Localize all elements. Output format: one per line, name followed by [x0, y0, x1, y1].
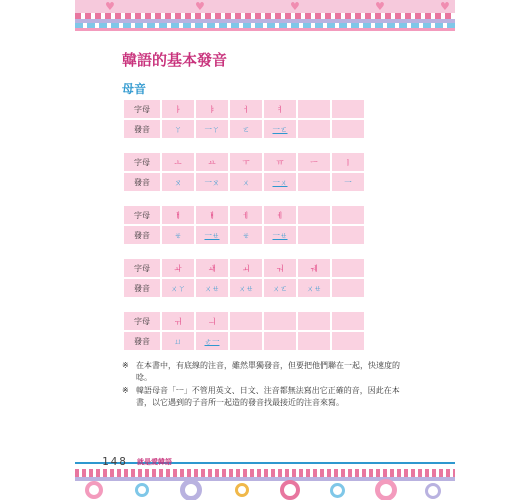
sound-cell: 一ㄨ: [264, 173, 296, 191]
note-item: [122, 360, 402, 384]
circle-decoration: [425, 483, 441, 499]
sound-cell: [264, 332, 296, 350]
vowel-table: [122, 98, 366, 140]
sound-row: [124, 226, 364, 244]
row-header-letters: 字母: [124, 206, 160, 224]
sound-cell: [332, 120, 364, 138]
letter-cell: ㅑ: [196, 100, 228, 118]
letter-cell: [298, 206, 330, 224]
row-header-letters: 字母: [124, 100, 160, 118]
letter-cell: ㅓ: [230, 100, 262, 118]
heart-icon: ♥: [375, 0, 385, 13]
letter-cell: [332, 259, 364, 277]
letter-cell: ㅙ: [196, 259, 228, 277]
sound-cell: ㄡ: [162, 173, 194, 191]
sound-cell: ㄚ: [162, 120, 194, 138]
letter-cell: ㅠ: [264, 153, 296, 171]
sound-cell: [332, 226, 364, 244]
letter-cell: ㅗ: [162, 153, 194, 171]
letter-cell: ㅝ: [264, 259, 296, 277]
letter-cell: [230, 312, 262, 330]
letter-cell: ㅛ: [196, 153, 228, 171]
sound-cell: ㄨㄚ: [162, 279, 194, 297]
sound-cell: ㄨㄝ: [298, 279, 330, 297]
sound-cell: ㄛ: [230, 120, 262, 138]
letters-row: [124, 206, 364, 224]
sound-cell: 一ㄚ: [196, 120, 228, 138]
letter-cell: ㅞ: [298, 259, 330, 277]
sound-cell: 一ㄡ: [196, 173, 228, 191]
sound-cell: [298, 173, 330, 191]
sound-cell: 一ㄝ: [264, 226, 296, 244]
vowel-table: [122, 257, 366, 299]
note-item: [122, 385, 402, 409]
letter-cell: [332, 100, 364, 118]
letter-cell: ㅟ: [162, 312, 194, 330]
letter-cell: ㅜ: [230, 153, 262, 171]
sound-cell: 一: [332, 173, 364, 191]
heart-icon: ♥: [195, 0, 205, 13]
vowel-table: [122, 310, 366, 352]
letter-cell: ㅣ: [332, 153, 364, 171]
heart-icon: ♥: [290, 0, 300, 13]
row-header-sound: 發音: [124, 120, 160, 138]
letter-cell: [332, 206, 364, 224]
letters-row: [124, 153, 364, 171]
sound-cell: ㄨㄝ: [196, 279, 228, 297]
sound-cell: ㄜ一: [196, 332, 228, 350]
letter-cell: ㅖ: [264, 206, 296, 224]
circle-decoration: [280, 480, 300, 500]
circle-decoration: [85, 481, 103, 499]
letter-cell: ㅕ: [264, 100, 296, 118]
row-header-sound: 發音: [124, 226, 160, 244]
top-decorative-border: [75, 0, 455, 40]
circle-decoration: [330, 483, 345, 498]
letter-cell: [264, 312, 296, 330]
letters-row: [124, 259, 364, 277]
page-number: 148: [102, 455, 128, 468]
note-text: 在本書中，有底線的注音，雖然單獨發音，但要把他們聯在一起，快速度的唸。: [136, 361, 400, 382]
letter-cell: ㅚ: [230, 259, 262, 277]
row-header-sound: 發音: [124, 173, 160, 191]
letter-cell: ㅘ: [162, 259, 194, 277]
row-header-letters: 字母: [124, 259, 160, 277]
book-title: 就是愛韓語: [137, 458, 172, 466]
sound-cell: [230, 332, 262, 350]
sound-cell: [298, 226, 330, 244]
sound-cell: [298, 332, 330, 350]
notes: [122, 360, 402, 410]
note-text: 韓語母音「ㅡ」不管用英文、日文、注音都無法寫出它正確的音，因此在本書，以它遇到的子音所一起造的發音找最接近的注音來寫。: [136, 386, 400, 407]
sound-cell: ㄨ: [230, 173, 262, 191]
circle-decoration: [375, 479, 397, 500]
circle-decoration: [135, 483, 149, 497]
letter-cell: ㅐ: [162, 206, 194, 224]
letter-cell: ㅏ: [162, 100, 194, 118]
vowel-table: [122, 151, 366, 193]
circle-decoration: [235, 483, 249, 497]
sound-cell: [298, 120, 330, 138]
letter-cell: ㅔ: [230, 206, 262, 224]
row-header-letters: 字母: [124, 312, 160, 330]
page-title: 韓語的基本發音: [122, 51, 228, 69]
sound-cell: 一ㄝ: [196, 226, 228, 244]
sound-cell: ㄝ: [230, 226, 262, 244]
sound-row: [124, 173, 364, 191]
row-header-sound: 發音: [124, 332, 160, 350]
sound-cell: 一ㄛ: [264, 120, 296, 138]
note-mark: ※: [122, 361, 129, 370]
sound-row: [124, 279, 364, 297]
vowel-table: [122, 204, 366, 246]
letter-cell: [298, 312, 330, 330]
bottom-decorative-border: [75, 453, 455, 500]
section-title: 母音: [122, 82, 147, 96]
sound-cell: [332, 332, 364, 350]
sound-row: [124, 332, 364, 350]
sound-cell: ㄨㄛ: [264, 279, 296, 297]
sound-row: [124, 120, 364, 138]
letters-row: [124, 312, 364, 330]
sound-cell: [332, 279, 364, 297]
circle-decoration: [180, 479, 202, 500]
heart-icon: ♥: [440, 0, 450, 13]
letters-row: [124, 100, 364, 118]
row-header-letters: 字母: [124, 153, 160, 171]
letter-cell: ㅡ: [298, 153, 330, 171]
letter-cell: ㅒ: [196, 206, 228, 224]
row-header-sound: 發音: [124, 279, 160, 297]
sound-cell: ㄝ: [162, 226, 194, 244]
letter-cell: [298, 100, 330, 118]
sound-cell: ㄩ: [162, 332, 194, 350]
letter-cell: ㅢ: [196, 312, 228, 330]
note-mark: ※: [122, 386, 129, 395]
sound-cell: ㄨㄝ: [230, 279, 262, 297]
heart-icon: ♥: [105, 0, 115, 13]
letter-cell: [332, 312, 364, 330]
